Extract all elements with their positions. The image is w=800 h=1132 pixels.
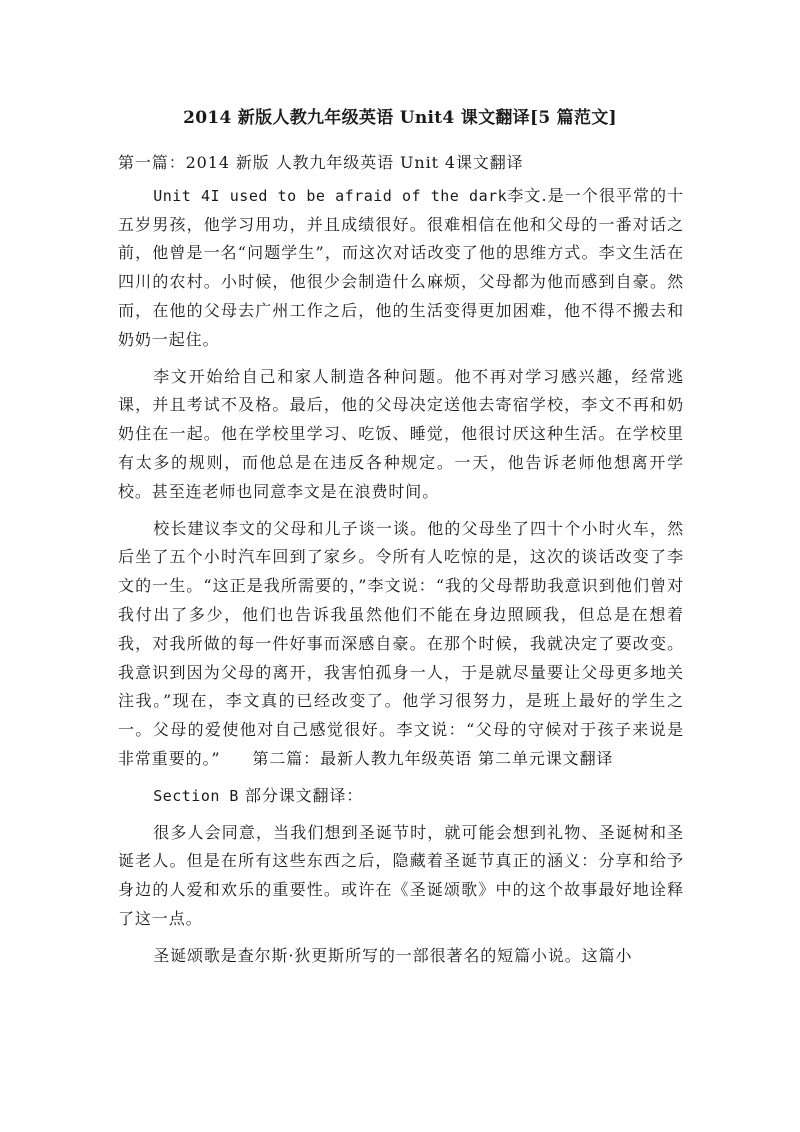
paragraph-1-text: 李文.是一个很平常的十五岁男孩，他学习用功，并且成绩很好。很难相信在他和父母的一番对话之前，他曾是一名“问题学生”，而这次对话改变了他的思维方式。李文生活在四川的农村。小时候，他很少会制造什么麻烦，父母都为他而感到自豪。然而，在他的父母去广州工作之后，他的生活变得更加困难，他不得不搬去和奶奶一起住。 <box>118 185 684 349</box>
paragraph-3 <box>118 515 684 774</box>
paragraph-1-english-title: Unit 4I used to be afraid of the dark <box>153 186 508 205</box>
paragraph-3-text: 校长建议李文的父母和儿子谈一谈。他的父母坐了四十个小时火车，然后坐了五个小时汽车回到了家乡。令所有人吃惊的是，这次的谈话改变了李文的一生。“这正是我所需要的，”李文说：“我的父母帮助我意识到他们曾对我付出了多少，他们也告诉我虽然他们不能在身边照顾我，但总是在想着我，对我所做的每一件好事而深感自豪。在那个时候，我就决定了要改变。我意识到因为父母的离开，我害怕孤身一人，于是就尽量要让父母更多地关注我。”现在，李文真的已经改变了。他学习很努力，是班上最好的学生之一。父母的爱使他对自己感觉很好。李文说：“父母的守候对于孩子来说是非常重要的。” <box>118 518 684 768</box>
paragraph-2: 李文开始给自己和家人制造各种问题。他不再对学习感兴趣，经常逃课，并且考试不及格。最后，他的父母决定送他去寄宿学校，李文不再和奶奶住在一起。他在学校里学习、吃饭、睡觉，他很讨厌这种生活。在学校里有太多的规则，而他总是在违反各种规定。一天，他告诉老师他想离开学校。甚至连老师也同意李文是在浪费时间。 <box>118 366 684 501</box>
chapter-1-heading: 第一篇：2014 新版 人教九年级英语 Unit 4课文翻译 <box>118 153 524 172</box>
paragraph-5: 圣诞颂歌是查尔斯·狄更斯所写的一部很著名的短篇小说。这篇小 <box>153 945 633 965</box>
paragraph-1 <box>118 182 684 355</box>
paragraph-4: 很多人会同意，当我们想到圣诞节时，就可能会想到礼物、圣诞树和圣诞老人。但是在所有这些东西之后，隐藏着圣诞节真正的涵义：分享和给予身边的人爱和欢乐的重要性。或许在《圣诞颂歌》中的这个故事最好地诠释了这一点。 <box>118 822 684 928</box>
chapter-2-heading: 第二篇：最新人教九年级英语 第二单元课文翻译 <box>252 748 614 768</box>
section-b-text: 部分课文翻译： <box>238 785 364 805</box>
section-b-heading <box>118 782 684 811</box>
section-b-label: Section B <box>153 786 239 805</box>
document-body <box>118 149 684 979</box>
document-title: 2014 新版人教九年级英语 Unit4 课文翻译[5 篇范文] <box>183 108 617 128</box>
